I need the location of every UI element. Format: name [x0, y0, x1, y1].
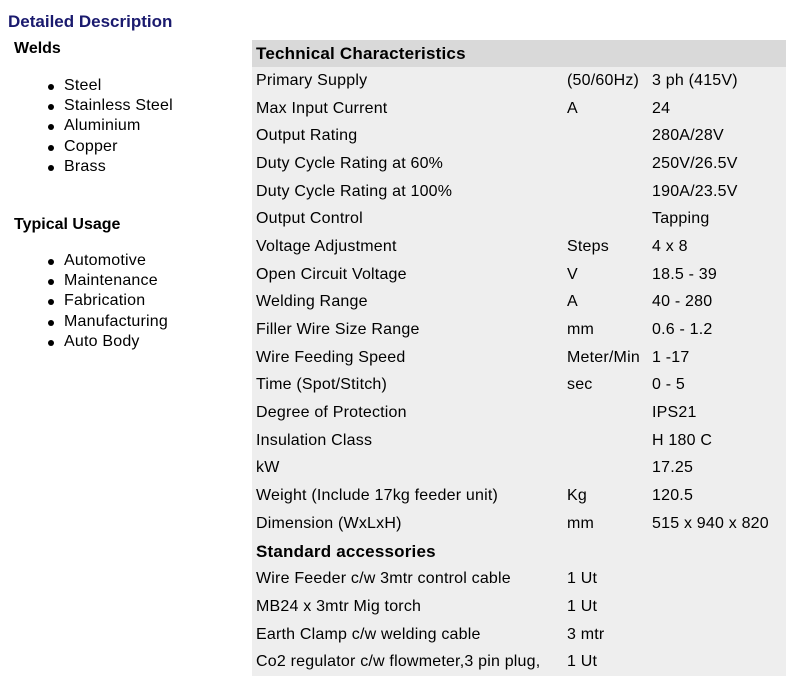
spec-label: Filler Wire Size Range	[252, 316, 563, 344]
accessory-label: Earth Clamp c/w welding cable	[252, 621, 563, 649]
list-item: Steel	[14, 76, 244, 96]
list-item: Copper	[14, 137, 244, 157]
typical-usage-heading: Typical Usage	[14, 216, 121, 234]
empty-cell	[648, 621, 786, 649]
spec-unit: mm	[563, 510, 648, 538]
spec-value: 0 - 5	[648, 372, 786, 400]
spec-value: H 180 C	[648, 427, 786, 455]
spec-label: Voltage Adjustment	[252, 233, 563, 261]
spec-value: 3 ph (415V)	[648, 67, 786, 95]
table-row	[252, 510, 786, 538]
empty-cell	[648, 593, 786, 621]
table-row	[252, 593, 786, 621]
spec-label: Dimension (WxLxH)	[252, 510, 563, 538]
spec-unit: Steps	[563, 233, 648, 261]
table-row	[252, 67, 786, 95]
list-item: Auto Body	[14, 332, 244, 352]
table-row	[252, 95, 786, 123]
table-row	[252, 150, 786, 178]
spec-unit: Meter/Min	[563, 344, 648, 372]
spec-label: Output Rating	[252, 122, 563, 150]
spec-unit: sec	[563, 372, 648, 400]
table-row	[252, 178, 786, 206]
list-item: Aluminium	[14, 116, 244, 136]
spec-label: Primary Supply	[252, 67, 563, 95]
spec-label: Duty Cycle Rating at 60%	[252, 150, 563, 178]
spec-value: 4 x 8	[648, 233, 786, 261]
table-row	[252, 289, 786, 317]
spec-unit: (50/60Hz)	[563, 67, 648, 95]
spec-label: Duty Cycle Rating at 100%	[252, 178, 563, 206]
standard-accessories-heading: Standard accessories	[252, 538, 786, 566]
table-row	[252, 427, 786, 455]
spec-unit: A	[563, 95, 648, 123]
table-header-row	[252, 40, 786, 67]
spec-label: Wire Feeding Speed	[252, 344, 563, 372]
spec-value: IPS21	[648, 399, 786, 427]
table-row	[252, 372, 786, 400]
spec-label: Weight (Include 17kg feeder unit)	[252, 482, 563, 510]
list-item: Maintenance	[14, 271, 244, 291]
list-item: Fabrication	[14, 291, 244, 311]
spec-unit	[563, 178, 648, 206]
accessory-label: Wire Feeder c/w 3mtr control cable	[252, 565, 563, 593]
accessory-label: MB24 x 3mtr Mig torch	[252, 593, 563, 621]
spec-value: 18.5 - 39	[648, 261, 786, 289]
table-row	[252, 122, 786, 150]
spec-label: Time (Spot/Stitch)	[252, 372, 563, 400]
table-row	[252, 316, 786, 344]
spec-label: Output Control	[252, 205, 563, 233]
left-column	[14, 40, 244, 352]
page-title: Detailed Description	[8, 12, 173, 31]
list-item: Brass	[14, 157, 244, 177]
empty-cell	[648, 648, 786, 676]
spec-value: 515 x 940 x 820	[648, 510, 786, 538]
spec-unit	[563, 427, 648, 455]
list-item: Manufacturing	[14, 312, 244, 332]
table-row	[252, 455, 786, 483]
table-row	[252, 482, 786, 510]
typical-usage-list	[14, 251, 244, 352]
table-row	[252, 344, 786, 372]
spec-unit	[563, 150, 648, 178]
accessory-qty: 3 mtr	[563, 621, 648, 649]
spec-unit: V	[563, 261, 648, 289]
table-row	[252, 648, 786, 676]
technical-characteristics-heading: Technical Characteristics	[252, 40, 786, 67]
table-row	[252, 621, 786, 649]
table-row	[252, 565, 786, 593]
table-row	[252, 399, 786, 427]
spec-unit	[563, 122, 648, 150]
spec-value: Tapping	[648, 205, 786, 233]
spec-label: Degree of Protection	[252, 399, 563, 427]
table-row	[252, 261, 786, 289]
table-row	[252, 233, 786, 261]
table-row	[252, 205, 786, 233]
spec-unit: Kg	[563, 482, 648, 510]
welds-list	[14, 76, 244, 177]
spec-value: 190A/23.5V	[648, 178, 786, 206]
spec-value: 0.6 - 1.2	[648, 316, 786, 344]
spec-value: 120.5	[648, 482, 786, 510]
accessory-qty: 1 Ut	[563, 565, 648, 593]
accessories-header-row	[252, 538, 786, 566]
spec-unit	[563, 399, 648, 427]
spec-unit	[563, 455, 648, 483]
spec-value: 40 - 280	[648, 289, 786, 317]
accessory-qty: 1 Ut	[563, 593, 648, 621]
accessory-qty: 1 Ut	[563, 648, 648, 676]
spec-label: Max Input Current	[252, 95, 563, 123]
spec-unit	[563, 205, 648, 233]
spec-unit: A	[563, 289, 648, 317]
list-item: Automotive	[14, 251, 244, 271]
spec-value: 17.25	[648, 455, 786, 483]
spec-value: 280A/28V	[648, 122, 786, 150]
list-item: Stainless Steel	[14, 96, 244, 116]
accessory-label: Co2 regulator c/w flowmeter,3 pin plug,	[252, 648, 563, 676]
spec-unit: mm	[563, 316, 648, 344]
spec-label: Open Circuit Voltage	[252, 261, 563, 289]
empty-cell	[648, 565, 786, 593]
spec-label: Insulation Class	[252, 427, 563, 455]
spec-label: Welding Range	[252, 289, 563, 317]
welds-heading: Welds	[14, 40, 61, 57]
spec-value: 1 -17	[648, 344, 786, 372]
spec-value: 24	[648, 95, 786, 123]
technical-characteristics-table	[252, 40, 786, 676]
spec-label: kW	[252, 455, 563, 483]
spec-value: 250V/26.5V	[648, 150, 786, 178]
